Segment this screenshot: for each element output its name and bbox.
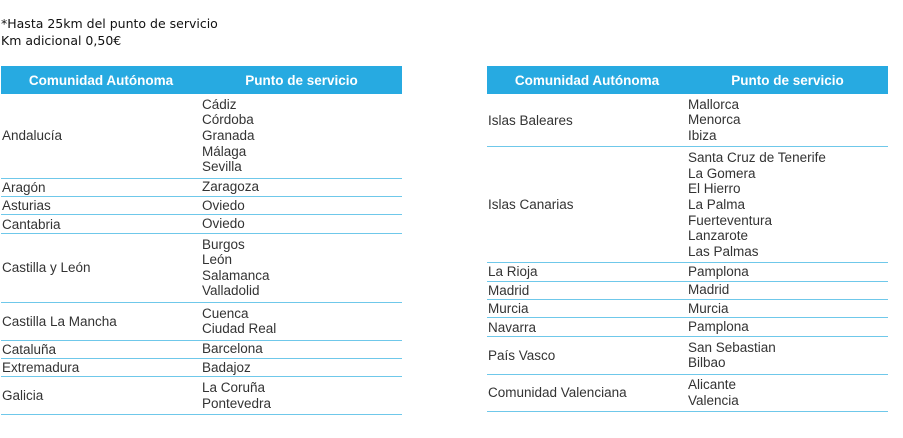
- service-point: La Palma: [688, 196, 746, 212]
- service-points-cell: [688, 97, 888, 144]
- header-service-point: Punto de servicio: [731, 72, 844, 88]
- header-service-point: Punto de servicio: [245, 72, 358, 88]
- service-point: Lanzarote: [688, 228, 749, 244]
- service-point: Santa Cruz de Tenerife: [688, 150, 826, 166]
- service-point: Murcia: [688, 300, 729, 316]
- table-body: [487, 94, 888, 412]
- service-point: Barcelona: [202, 341, 263, 357]
- service-point: Valladolid: [202, 283, 260, 299]
- table-row: [1, 341, 402, 359]
- table-row: [1, 215, 402, 233]
- region-cell: Cantabria: [2, 216, 61, 232]
- service-point: Pamplona: [688, 319, 749, 335]
- service-point: Zaragoza: [202, 179, 260, 195]
- service-point: Ciudad Real: [202, 321, 277, 337]
- region-cell: Castilla La Mancha: [2, 313, 117, 329]
- table-row: [1, 303, 402, 341]
- service-points-cell: [688, 377, 888, 408]
- service-points-cell: [202, 360, 402, 376]
- service-point: San Sebastian: [688, 339, 776, 355]
- region-cell: La Rioja: [488, 264, 538, 280]
- service-point: Menorca: [688, 112, 741, 128]
- region-cell: Asturias: [2, 198, 51, 214]
- service-points-cell: [202, 237, 402, 299]
- table-row: [487, 147, 888, 263]
- table-row: [487, 263, 888, 281]
- service-point: Mallorca: [688, 96, 740, 112]
- service-point: Burgos: [202, 236, 245, 252]
- service-points-cell: [202, 380, 402, 411]
- table-row: [1, 197, 402, 215]
- service-points-cell: [202, 179, 402, 195]
- service-points-cell: [202, 97, 402, 175]
- service-point: Pontevedra: [202, 395, 272, 411]
- service-point: El Hierro: [688, 181, 741, 197]
- service-points-cell: [688, 340, 888, 371]
- service-points-cell: [688, 150, 888, 259]
- region-cell: Navarra: [488, 319, 537, 335]
- table-row: [1, 94, 402, 179]
- table-header: [1, 66, 402, 94]
- table-row: [487, 318, 888, 336]
- region-cell: País Vasco: [488, 347, 556, 363]
- service-point: Las Palmas: [688, 243, 759, 259]
- region-cell: Madrid: [488, 282, 530, 298]
- service-point: Cuenca: [202, 305, 249, 321]
- table-row: [1, 179, 402, 197]
- region-cell: Aragón: [2, 179, 46, 195]
- service-point: Sevilla: [202, 159, 242, 175]
- service-point: Málaga: [202, 143, 247, 159]
- service-table-right: [487, 66, 888, 412]
- region-cell: Galicia: [2, 388, 44, 404]
- service-point: Oviedo: [202, 197, 245, 213]
- service-points-cell: [202, 216, 402, 232]
- service-point: Salamanca: [202, 267, 270, 283]
- table-header: [487, 66, 888, 94]
- service-points-cell: [688, 282, 888, 298]
- table-body: [1, 94, 402, 415]
- table-row: [487, 375, 888, 413]
- service-points-cell: [202, 306, 402, 337]
- region-cell: Comunidad Valenciana: [488, 385, 627, 401]
- service-point: La Gomera: [688, 165, 756, 181]
- service-points-cell: [688, 301, 888, 317]
- region-cell: Extremadura: [2, 360, 80, 376]
- region-cell: Andalucía: [2, 128, 63, 144]
- region-cell: Murcia: [488, 301, 529, 317]
- table-row: [487, 282, 888, 300]
- service-point: La Coruña: [202, 380, 266, 396]
- service-points-cell: [202, 198, 402, 214]
- table-row: [487, 94, 888, 147]
- service-point: León: [202, 252, 233, 268]
- service-point: Bilbao: [688, 355, 726, 371]
- table-row: [1, 359, 402, 377]
- region-cell: Castilla y León: [2, 260, 91, 276]
- service-points-cell: [688, 264, 888, 280]
- service-point: Oviedo: [202, 216, 245, 232]
- table-row: [487, 337, 888, 375]
- service-table-left: [1, 66, 402, 415]
- service-point: Granada: [202, 128, 255, 143]
- header-region: Comunidad Autónoma: [28, 72, 174, 88]
- note-extra-km: Km adicional 0,50€: [1, 33, 122, 48]
- table-row: [1, 377, 402, 415]
- note-distance: *Hasta 25km del punto de servicio: [1, 16, 218, 31]
- service-point: Ibiza: [688, 127, 717, 143]
- service-point: Pamplona: [688, 264, 749, 280]
- pricing-notes: [1, 15, 218, 49]
- table-row: [487, 300, 888, 318]
- service-point: Alicante: [688, 377, 737, 393]
- service-point: Córdoba: [202, 112, 254, 128]
- service-point: Valencia: [688, 392, 739, 408]
- service-point: Fuerteventura: [688, 212, 773, 228]
- service-point: Madrid: [688, 282, 730, 298]
- service-point: Badajoz: [202, 359, 251, 375]
- header-region: Comunidad Autónoma: [514, 72, 660, 88]
- service-point: Cádiz: [202, 96, 237, 112]
- region-cell: Cataluña: [2, 341, 57, 357]
- service-points-cell: [688, 319, 888, 335]
- service-points-cell: [202, 341, 402, 357]
- region-cell: Islas Canarias: [488, 197, 574, 213]
- table-row: [1, 234, 402, 303]
- region-cell: Islas Baleares: [488, 112, 573, 128]
